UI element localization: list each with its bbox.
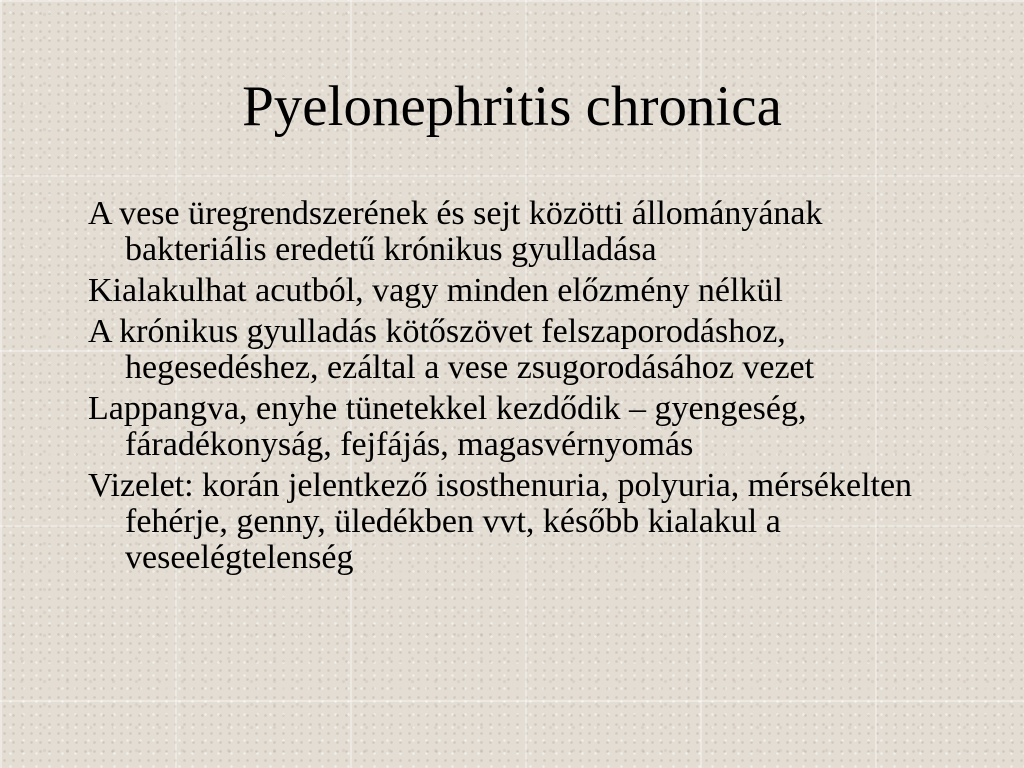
bullet-item: A krónikus gyulladás kötőszövet felszaporodáshoz, hegesedéshez, ezáltal a vese zsugorodásához vezet bbox=[88, 313, 815, 386]
bullet-item: A vese üregrendszerének és sejt közötti állományának bakteriális eredetű krónikus gyulladása bbox=[88, 195, 823, 268]
slide-title: Pyelonephritis chronica bbox=[242, 75, 782, 138]
bullet-item: Kialakulhat acutból, vagy minden előzmény nélkül bbox=[88, 272, 783, 309]
bullet-item: Lappangva, enyhe tünetekkel kezdődik – gyengeség, fáradékonyság, fejfájás, magasvérnyomás bbox=[88, 390, 807, 463]
bullet-list bbox=[88, 196, 958, 581]
bullet-item: Vizelet: korán jelentkező isosthenuria, polyuria, mérsékelten fehérje, genny, üledékben vvt, később kialakul a veseelégtelenség bbox=[88, 467, 913, 576]
